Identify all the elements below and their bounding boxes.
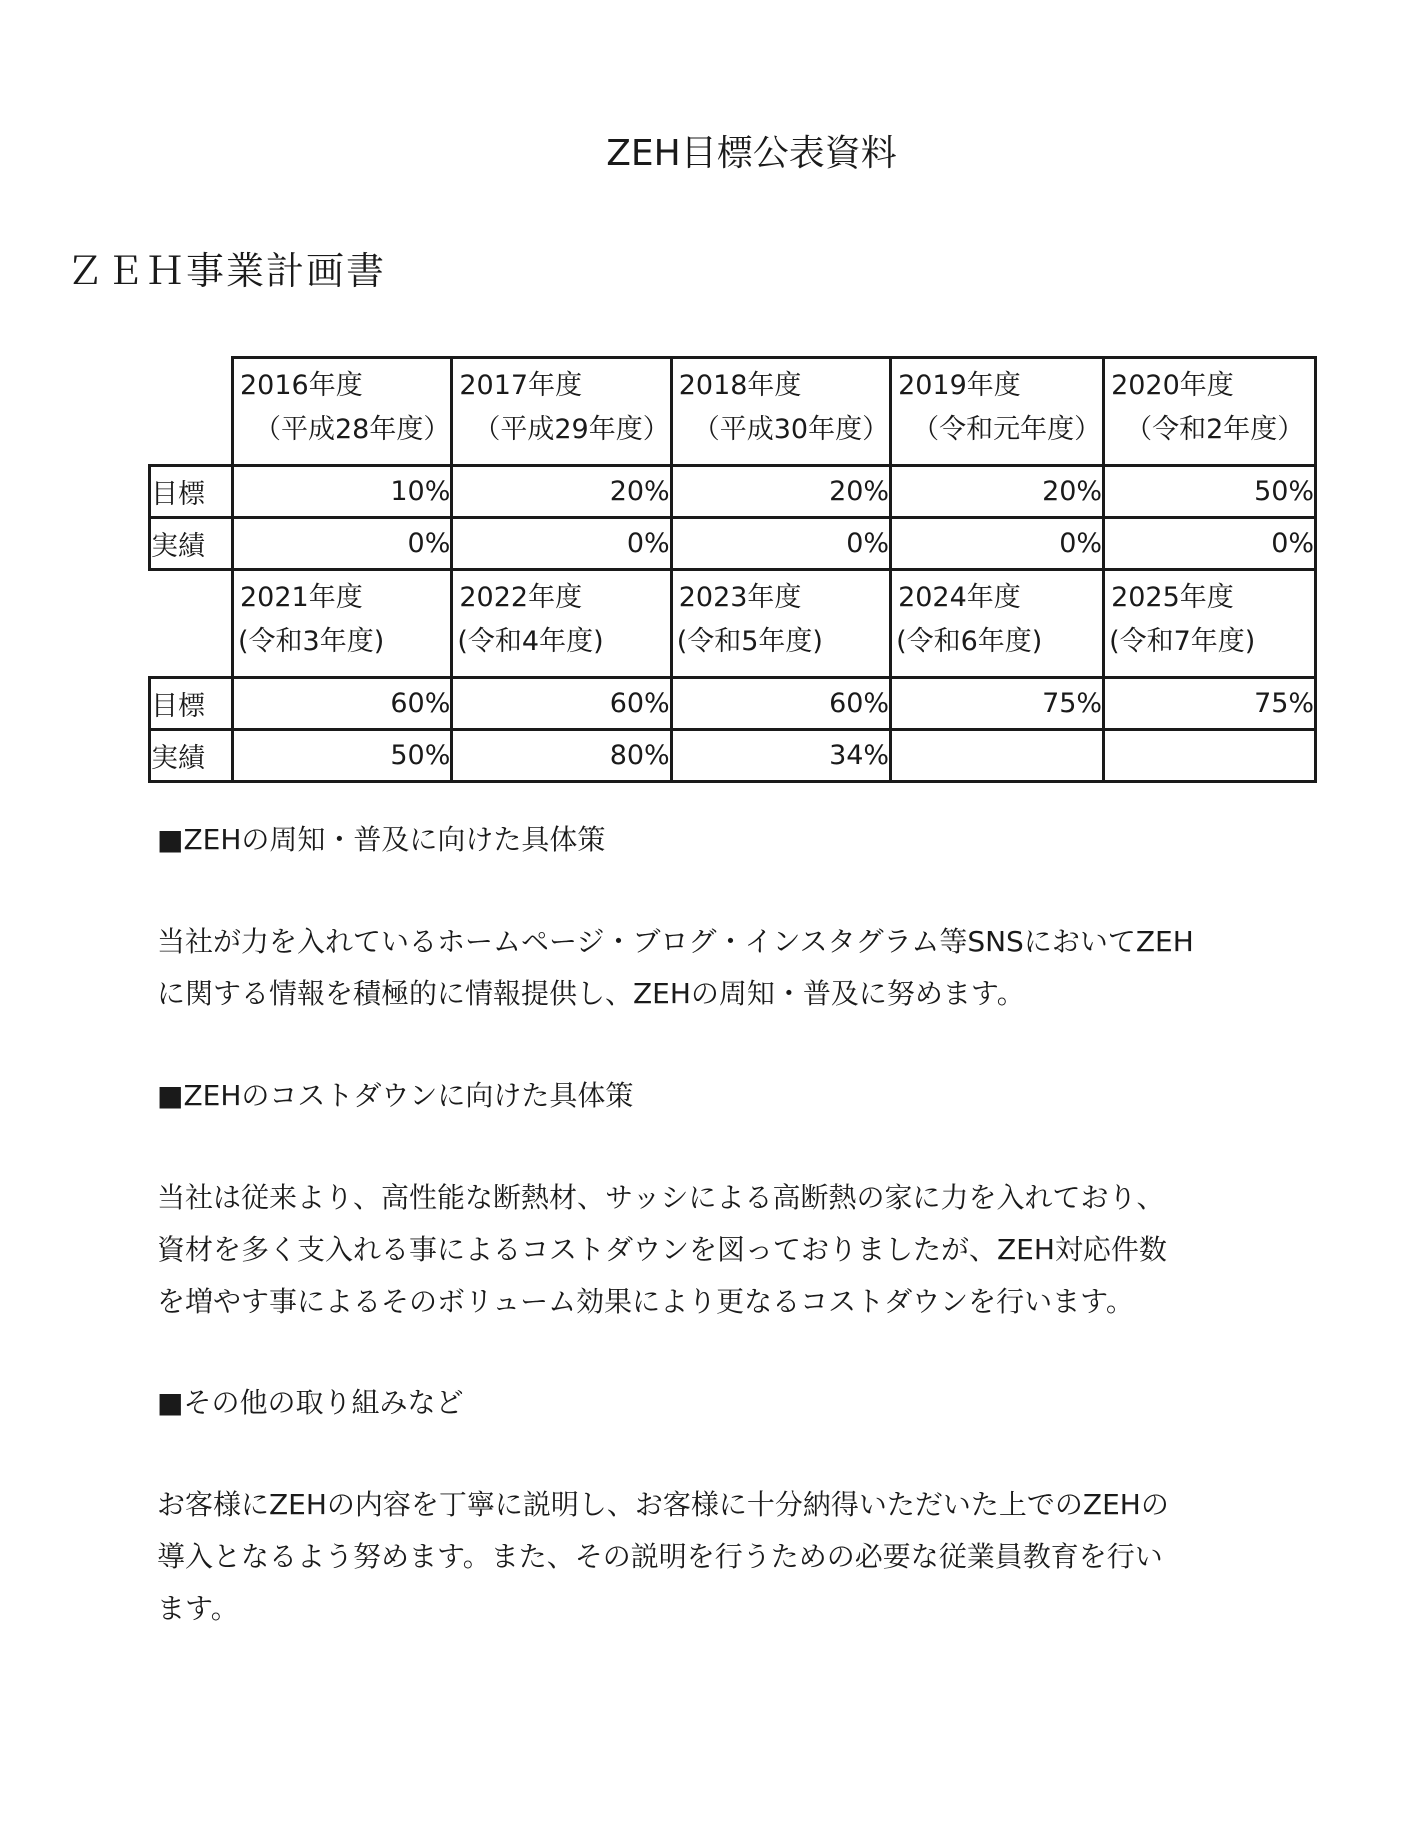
- body-line: 導入となるよう努めます。また、その説明を行うための必要な従業員教育を行い: [157, 1540, 1163, 1573]
- section-heading: ■その他の取り組みなど: [157, 1386, 464, 1419]
- actual-row: [150, 518, 1316, 570]
- actual-value: 50%: [233, 730, 452, 782]
- year-label: 2025年度: [1111, 582, 1234, 613]
- year-header-cell: [671, 570, 890, 678]
- actual-value: 0%: [1104, 518, 1316, 570]
- actual-value: 34%: [671, 730, 890, 782]
- year-header-cell: [891, 570, 1104, 678]
- year-label: 2023年度: [678, 582, 802, 613]
- year-header-cell: [452, 358, 671, 466]
- spacer: [157, 1122, 1297, 1172]
- section-cost-down: [157, 1070, 1297, 1328]
- era-label: (令和5年度): [676, 626, 823, 657]
- target-value: 60%: [233, 678, 452, 730]
- section-heading: ■ZEHの周知・普及に向けた具体策: [157, 823, 606, 856]
- body-line: を増やす事によるそのボリューム効果により更なるコストダウンを行います。: [157, 1285, 1134, 1318]
- table-header-row: [150, 570, 1316, 678]
- year-label: 2017年度: [459, 370, 583, 401]
- target-value: 60%: [452, 678, 671, 730]
- year-header-cell: [1104, 570, 1316, 678]
- era-label: （平成28年度）: [254, 414, 451, 445]
- year-header-cell: [233, 358, 452, 466]
- body-line: 当社は従来より、高性能な断熱材、サッシによる高断熱の家に力を入れており、: [157, 1181, 1165, 1214]
- actual-value: 0%: [233, 518, 452, 570]
- era-label: (令和3年度): [238, 626, 385, 657]
- target-value: 60%: [671, 678, 890, 730]
- section-heading: ■ZEHのコストダウンに向けた具体策: [157, 1079, 634, 1112]
- era-label: （令和2年度）: [1125, 414, 1305, 445]
- era-label: (令和4年度): [457, 626, 604, 657]
- year-label: 2020年度: [1111, 370, 1234, 401]
- year-label: 2022年度: [459, 582, 583, 613]
- target-value: 75%: [1104, 678, 1316, 730]
- target-value: 75%: [891, 678, 1104, 730]
- section-title: ＺＥＨ事業計画書: [66, 249, 387, 293]
- actual-row: [150, 730, 1316, 782]
- actual-value: 80%: [452, 730, 671, 782]
- actual-value: 0%: [671, 518, 890, 570]
- body-line: 資材を多く支入れる事によるコストダウンを図っておりましたが、ZEH対応件数: [157, 1233, 1167, 1266]
- year-label: 2018年度: [678, 370, 802, 401]
- era-label: （平成30年度）: [692, 414, 890, 445]
- table-corner-cell: [150, 358, 233, 466]
- body-line: 当社が力を入れているホームページ・ブログ・インスタグラム等SNSにおいてZEH: [157, 925, 1194, 958]
- year-header-cell: [671, 358, 890, 466]
- table-header-row: [150, 358, 1316, 466]
- spacer: [157, 1429, 1297, 1479]
- body-line: ます。: [157, 1592, 239, 1625]
- actual-value: 0%: [452, 518, 671, 570]
- target-value: 10%: [233, 466, 452, 518]
- target-row: [150, 466, 1316, 518]
- year-label: 2021年度: [240, 582, 363, 613]
- target-value: 50%: [1104, 466, 1316, 518]
- year-label: 2016年度: [240, 370, 363, 401]
- year-header-cell: [452, 570, 671, 678]
- actual-value: [891, 730, 1104, 782]
- actual-value: 0%: [891, 518, 1104, 570]
- year-header-cell: [1104, 358, 1316, 466]
- target-value: 20%: [891, 466, 1104, 518]
- section-awareness: [157, 814, 1297, 1020]
- body-line: に関する情報を積極的に情報提供し、ZEHの周知・普及に努めます。: [157, 977, 1025, 1010]
- document-title: ZEH目標公表資料: [606, 133, 897, 174]
- table-corner-cell: [150, 570, 233, 678]
- year-header-cell: [233, 570, 452, 678]
- actual-value: [1104, 730, 1316, 782]
- year-header-cell: [891, 358, 1104, 466]
- year-label: 2024年度: [898, 582, 1021, 613]
- target-row-label: 目標: [150, 678, 233, 730]
- target-row: [150, 678, 1316, 730]
- era-label: (令和6年度): [896, 626, 1043, 657]
- era-label: （令和元年度）: [912, 414, 1102, 445]
- era-label: (令和7年度): [1109, 626, 1256, 657]
- actual-row-label: 実績: [150, 730, 233, 782]
- target-value: 20%: [671, 466, 890, 518]
- section-other-efforts: [157, 1377, 1297, 1635]
- target-row-label: 目標: [150, 466, 233, 518]
- body-line: お客様にZEHの内容を丁寧に説明し、お客様に十分納得いただいた上でのZEHの: [157, 1488, 1169, 1521]
- zeh-plan-table: [148, 356, 1317, 783]
- era-label: （平成29年度）: [473, 414, 670, 445]
- actual-row-label: 実績: [150, 518, 233, 570]
- year-label: 2019年度: [898, 370, 1021, 401]
- target-value: 20%: [452, 466, 671, 518]
- spacer: [157, 866, 1297, 916]
